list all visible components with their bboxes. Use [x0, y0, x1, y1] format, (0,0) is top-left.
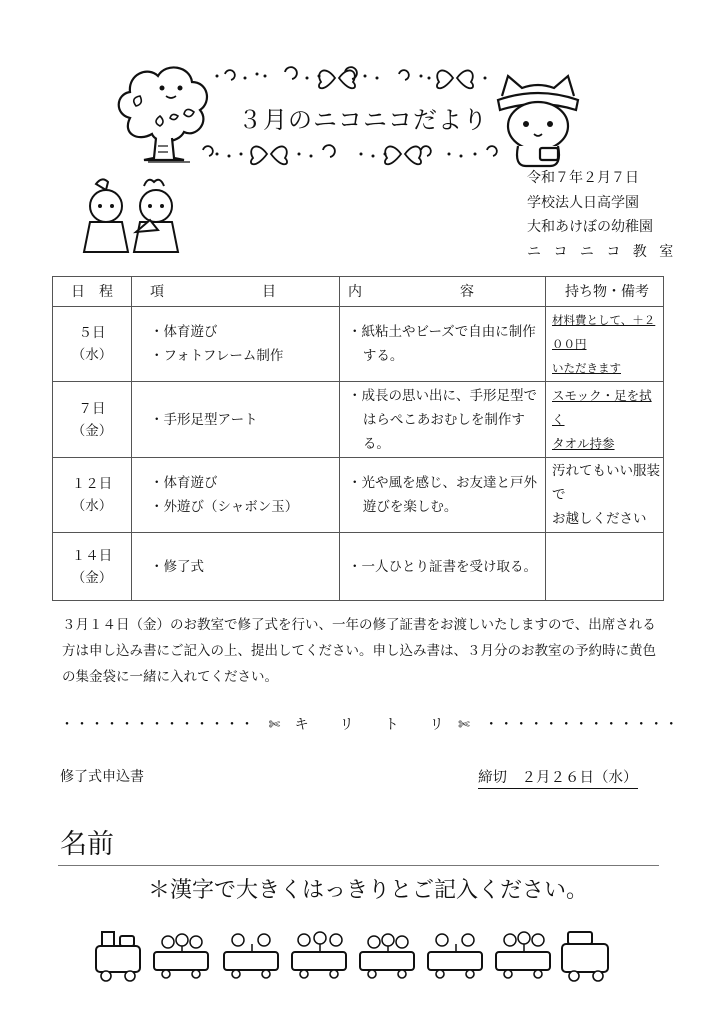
row-notes: 材料費として、＋２００円 いただきます	[546, 307, 664, 382]
form-title: 修了式申込書	[60, 769, 144, 785]
cut-line-text: キ リ ト リ	[294, 717, 445, 733]
row-date: １２日 （水）	[53, 458, 132, 533]
cut-dots-right: ・・・・・・・・・・・・・	[484, 717, 680, 733]
row-date: ７日 （金）	[53, 382, 132, 458]
row-content: ・光や風を感じ、お友達と戸外遊びを楽しむ。	[340, 458, 546, 533]
table-row	[53, 458, 664, 533]
row-content: ・紙粘土やビーズで自由に制作する。	[340, 307, 546, 382]
schedule-table	[52, 276, 664, 601]
name-label: 名前	[60, 829, 114, 860]
table-header-row	[53, 277, 664, 307]
row-items: ・体育遊び ・外遊び（シャボン玉）	[132, 458, 340, 533]
flower-train-illustration	[92, 924, 622, 984]
kindergarten-name: 大和あけぼの幼稚園	[527, 219, 653, 235]
name-note: ＊漢字で大きくはっきりとご記入ください。	[148, 878, 589, 903]
table-row	[53, 533, 664, 601]
scissors-icon: ✄	[268, 717, 282, 733]
row-date: １４日 （金）	[53, 533, 132, 601]
row-items: ・修了式	[132, 533, 340, 601]
header-items: 項 目	[132, 277, 340, 307]
row-items: ・体育遊び ・フォトフレーム制作	[132, 307, 340, 382]
cat-illustration	[492, 70, 584, 170]
notice-paragraph: ３月１４日（金）のお教室で修了式を行い、一年の修了証書をお渡しいたしますので、出席される方は申し込み書にご記入の上、提出してください。申し込み書は、３月分のお教室の予約時に黄色の集金袋に一緒に入れてください。	[62, 617, 656, 685]
row-content: ・一人ひとり証書を受け取る。	[340, 533, 546, 601]
table-row	[53, 382, 664, 458]
row-content: ・成長の思い出に、手形足型ではらぺこあおむしを制作する。	[340, 382, 546, 458]
table-row	[53, 307, 664, 382]
row-notes: スモック・足を拭く タオル持参	[546, 382, 664, 458]
cut-line	[60, 714, 680, 734]
header-content: 内 容	[340, 277, 546, 307]
row-date: ５日 （水）	[53, 307, 132, 382]
name-field-line[interactable]	[58, 865, 659, 866]
school-name: 学校法人日高学園	[527, 194, 639, 211]
header-notes: 持ち物・備考	[546, 277, 664, 307]
issue-date: 令和７年２月７日	[527, 170, 639, 186]
header-date: 日 程	[53, 277, 132, 307]
row-items: ・手形足型アート	[132, 382, 340, 458]
classroom-name: ニ コ ニ コ 教 室	[527, 243, 678, 260]
scissors-icon: ✄	[458, 717, 471, 733]
cut-dots-left: ・・・・・・・・・・・・・	[60, 717, 255, 733]
issuer-info	[527, 166, 677, 264]
hina-dolls-illustration	[80, 176, 190, 256]
deadline: 締切 ２月２６日（水）	[478, 766, 638, 789]
page-title: ３月のニコニコだより	[238, 106, 488, 134]
row-notes	[546, 533, 664, 601]
row-notes: 汚れてもいい服装で お越しください	[546, 458, 664, 533]
